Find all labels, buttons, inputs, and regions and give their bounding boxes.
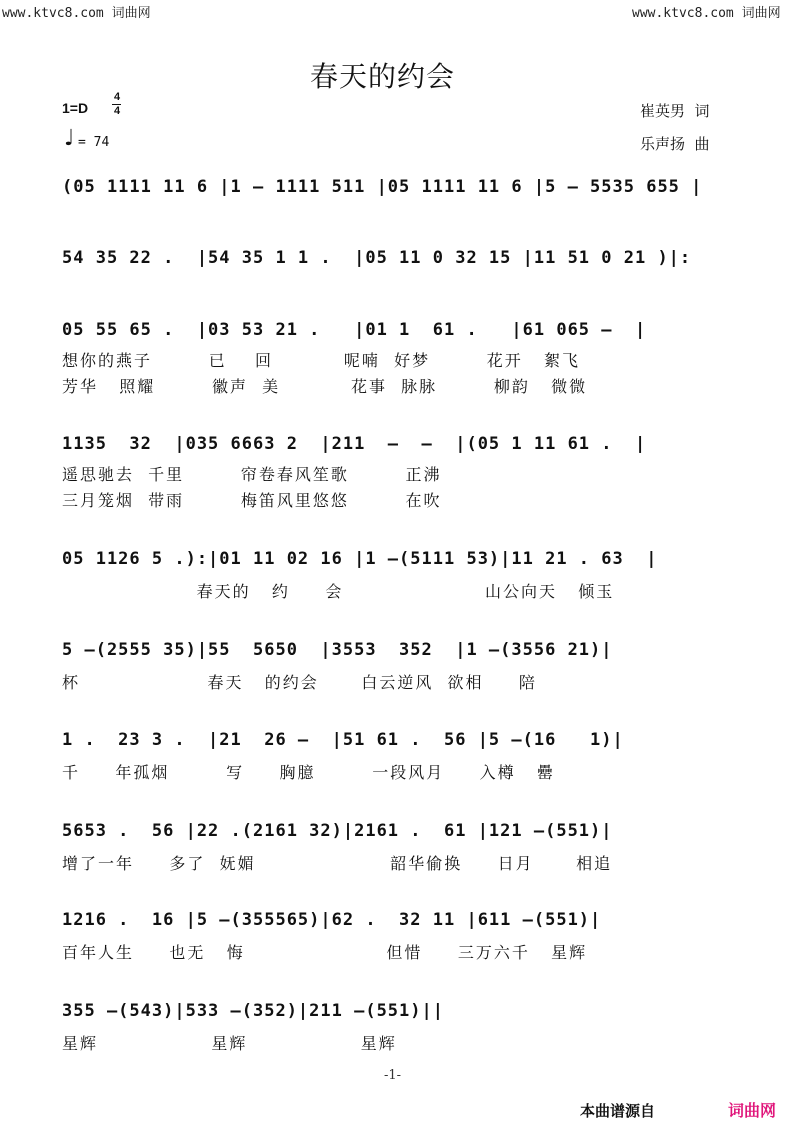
lyric-line: 春天的 约 会 山公向天 倾玉 [62, 582, 615, 601]
score-row-2 [0, 248, 793, 308]
notation-line: 1 . 23 3 . |21 26 – |51 61 . 56 |5 –(16 1)| [62, 730, 624, 750]
time-signature-bottom: 4 [113, 105, 121, 117]
score-row-8 [0, 821, 793, 881]
tempo-marking: = 74 [78, 135, 110, 150]
watermark-right: www.ktvc8.com 词曲网 [632, 6, 781, 21]
key-signature: 1=D [62, 100, 89, 116]
score-row-10 [0, 1001, 793, 1061]
lyric-line: 千 年孤烟 写 胸臆 一段风月 入樽 罍 [62, 763, 555, 782]
watermark-left: www.ktvc8.com 词曲网 [2, 6, 151, 21]
notation-line: 5653 . 56 |22 .(2161 32)|2161 . 61 |121 –(551)| [62, 821, 613, 841]
composer-credit: 乐声扬 曲 [640, 135, 710, 153]
score-row-9 [0, 910, 793, 970]
lyric-line: 杯 春天 的约会 白云逆风 欲相 陪 [62, 673, 537, 692]
lyric-line: 百年人生 也无 悔 但惜 三万六千 星辉 [62, 943, 588, 962]
lyric-line: 星辉 星辉 星辉 [62, 1034, 397, 1053]
page-title: 春天的约会 [310, 60, 456, 93]
notation-line: 05 1126 5 .):|01 11 02 16 |1 –(5111 53)|11 21 . 63 | [62, 549, 658, 569]
notation-line: 355 –(543)|533 –(352)|211 –(551)|| [62, 1001, 444, 1021]
score-row-5 [0, 549, 793, 609]
lyric-verse-1: 遥思驰去 千里 帘卷春风笙歌 正沸 [62, 465, 442, 484]
lyricist-credit: 崔英男 词 [640, 102, 710, 120]
score-row-4 [0, 434, 793, 510]
lyric-verse-1: 想你的燕子 已 回 呢喃 好梦 花开 絮飞 [62, 351, 581, 370]
notation-line: 54 35 22 . |54 35 1 1 . |05 11 0 32 15 |11 51 0 21 )|: [62, 248, 692, 268]
source-label: 本曲谱源自 [580, 1102, 656, 1120]
score-row-7 [0, 730, 793, 790]
lyric-verse-2: 芳华 照耀 徽声 美 花事 脉脉 柳韵 微微 [62, 377, 588, 396]
site-logo: 词曲网 [728, 1101, 777, 1120]
notation-line: 05 55 65 . |03 53 21 . |01 1 61 . |61 065 – | [62, 320, 647, 340]
page-number: -1- [384, 1068, 402, 1083]
notation-line: 1216 . 16 |5 –(355565)|62 . 32 11 |611 –(551)| [62, 910, 602, 930]
lyric-line: 增了一年 多了 妩媚 韶华偷换 日月 相追 [62, 854, 613, 873]
quarter-note-icon: ♩ [64, 126, 75, 151]
score-row-1 [0, 177, 793, 237]
notation-line: 1135 32 |035 6663 2 |211 – – |(05 1 11 61 . | [62, 434, 647, 454]
time-signature-top: 4 [113, 91, 121, 103]
notation-line: (05 1111 11 6 |1 – 1111 511 |05 1111 11 6 |5 – 5535 655 | [62, 177, 703, 197]
lyric-verse-2: 三月笼烟 带雨 梅笛风里悠悠 在吹 [62, 491, 442, 510]
notation-line: 5 –(2555 35)|55 5650 |3553 352 |1 –(3556 21)| [62, 640, 613, 660]
score-row-6 [0, 640, 793, 700]
score-row-3 [0, 320, 793, 396]
